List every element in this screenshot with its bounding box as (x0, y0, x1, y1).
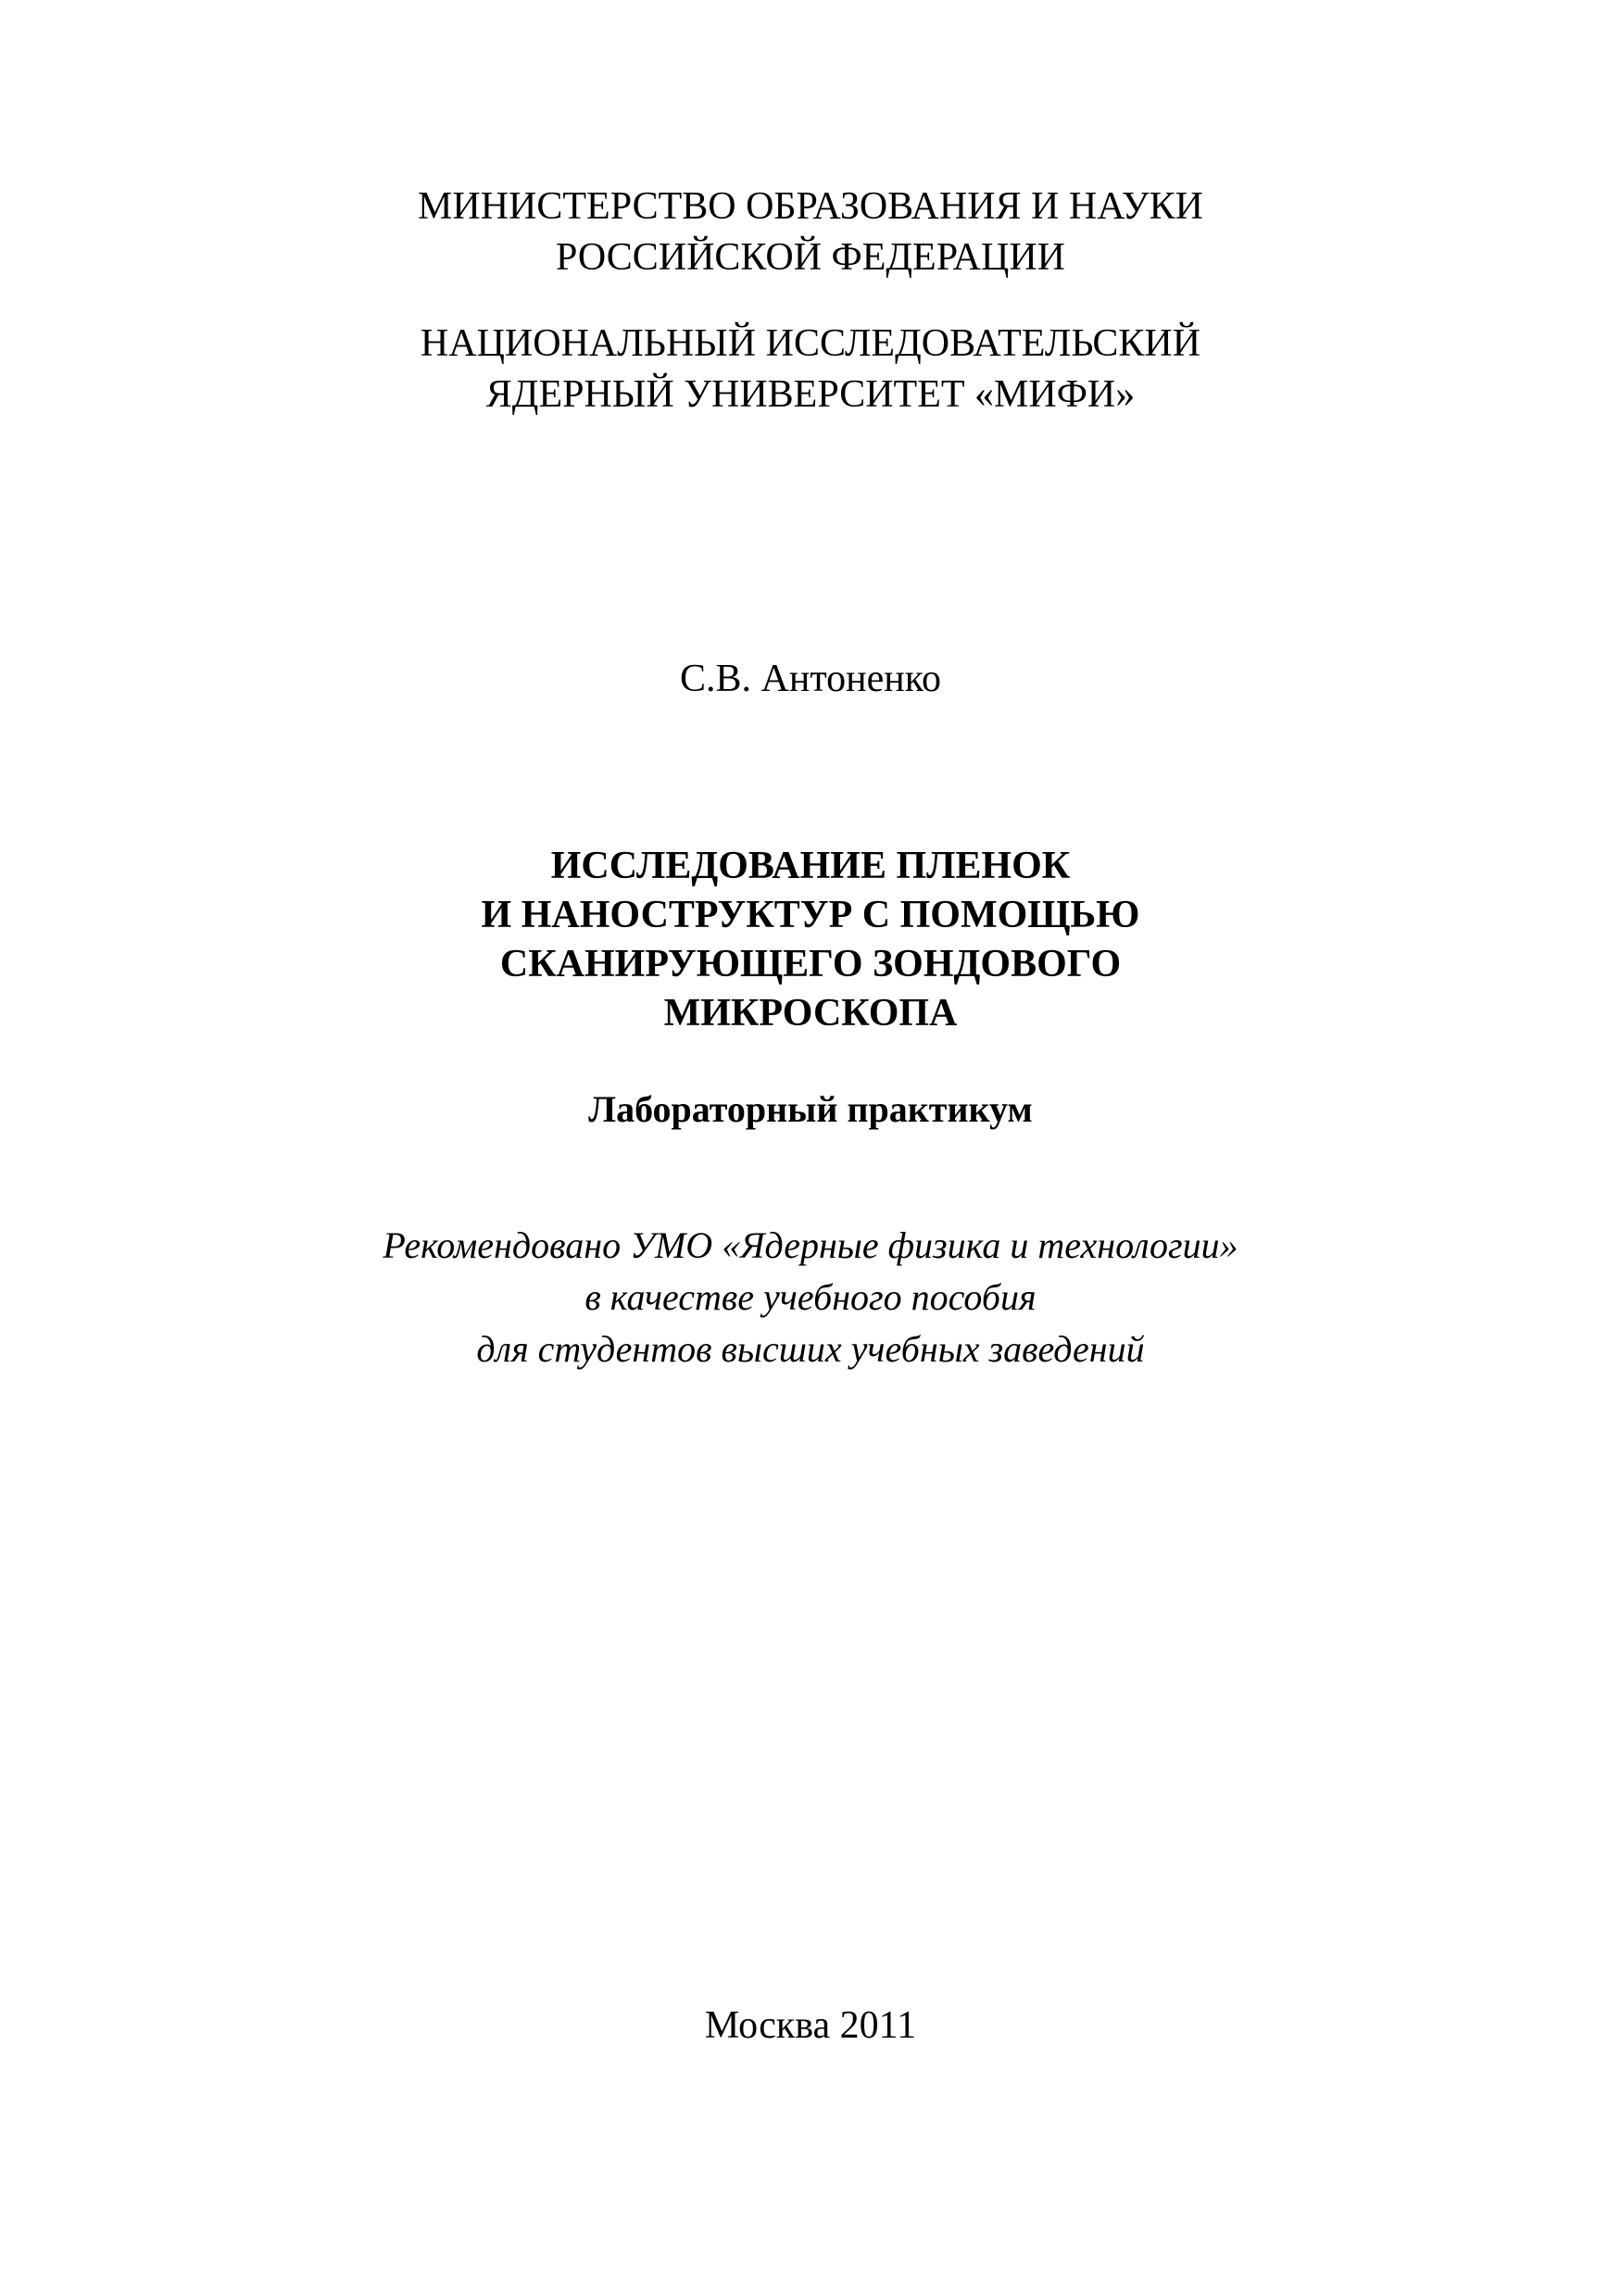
recommendation-line: Рекомендовано УМО «Ядерные физика и технологии» (383, 1224, 1238, 1266)
title-line: МИКРОСКОПА (663, 992, 958, 1035)
document-subtitle (0, 1085, 1621, 1134)
title-line: И НАНОСТРУКТУР С ПОМОЩЬЮ (481, 894, 1140, 936)
subtitle-line: Лабораторный практикум (588, 1088, 1033, 1130)
recommendation-note (0, 1220, 1621, 1375)
document-title (0, 842, 1621, 1038)
publication-place-year (0, 2001, 1621, 2051)
title-line: ИССЛЕДОВАНИЕ ПЛЕНОК (550, 845, 1071, 887)
title-line: СКАНИРУЮЩЕГО ЗОНДОВОГО (499, 943, 1122, 985)
author-name (0, 654, 1621, 705)
university-heading (0, 319, 1621, 420)
recommendation-line: в качестве учебного пособия (584, 1276, 1037, 1318)
city-year-line: Москва 2011 (704, 2004, 917, 2047)
author-line: С.В. Антоненко (679, 658, 941, 700)
ministry-line: МИНИСТЕРСТВО ОБРАЗОВАНИЯ И НАУКИ (418, 185, 1203, 228)
ministry-heading (0, 182, 1621, 283)
university-line: ЯДЕРНЫЙ УНИВЕРСИТЕТ «МИФИ» (485, 373, 1136, 416)
university-line: НАЦИОНАЛЬНЫЙ ИССЛЕДОВАТЕЛЬСКИЙ (420, 322, 1201, 365)
ministry-line: РОССИЙСКОЙ ФЕДЕРАЦИИ (556, 236, 1065, 279)
recommendation-line: для студентов высших учебных заведений (476, 1328, 1145, 1370)
